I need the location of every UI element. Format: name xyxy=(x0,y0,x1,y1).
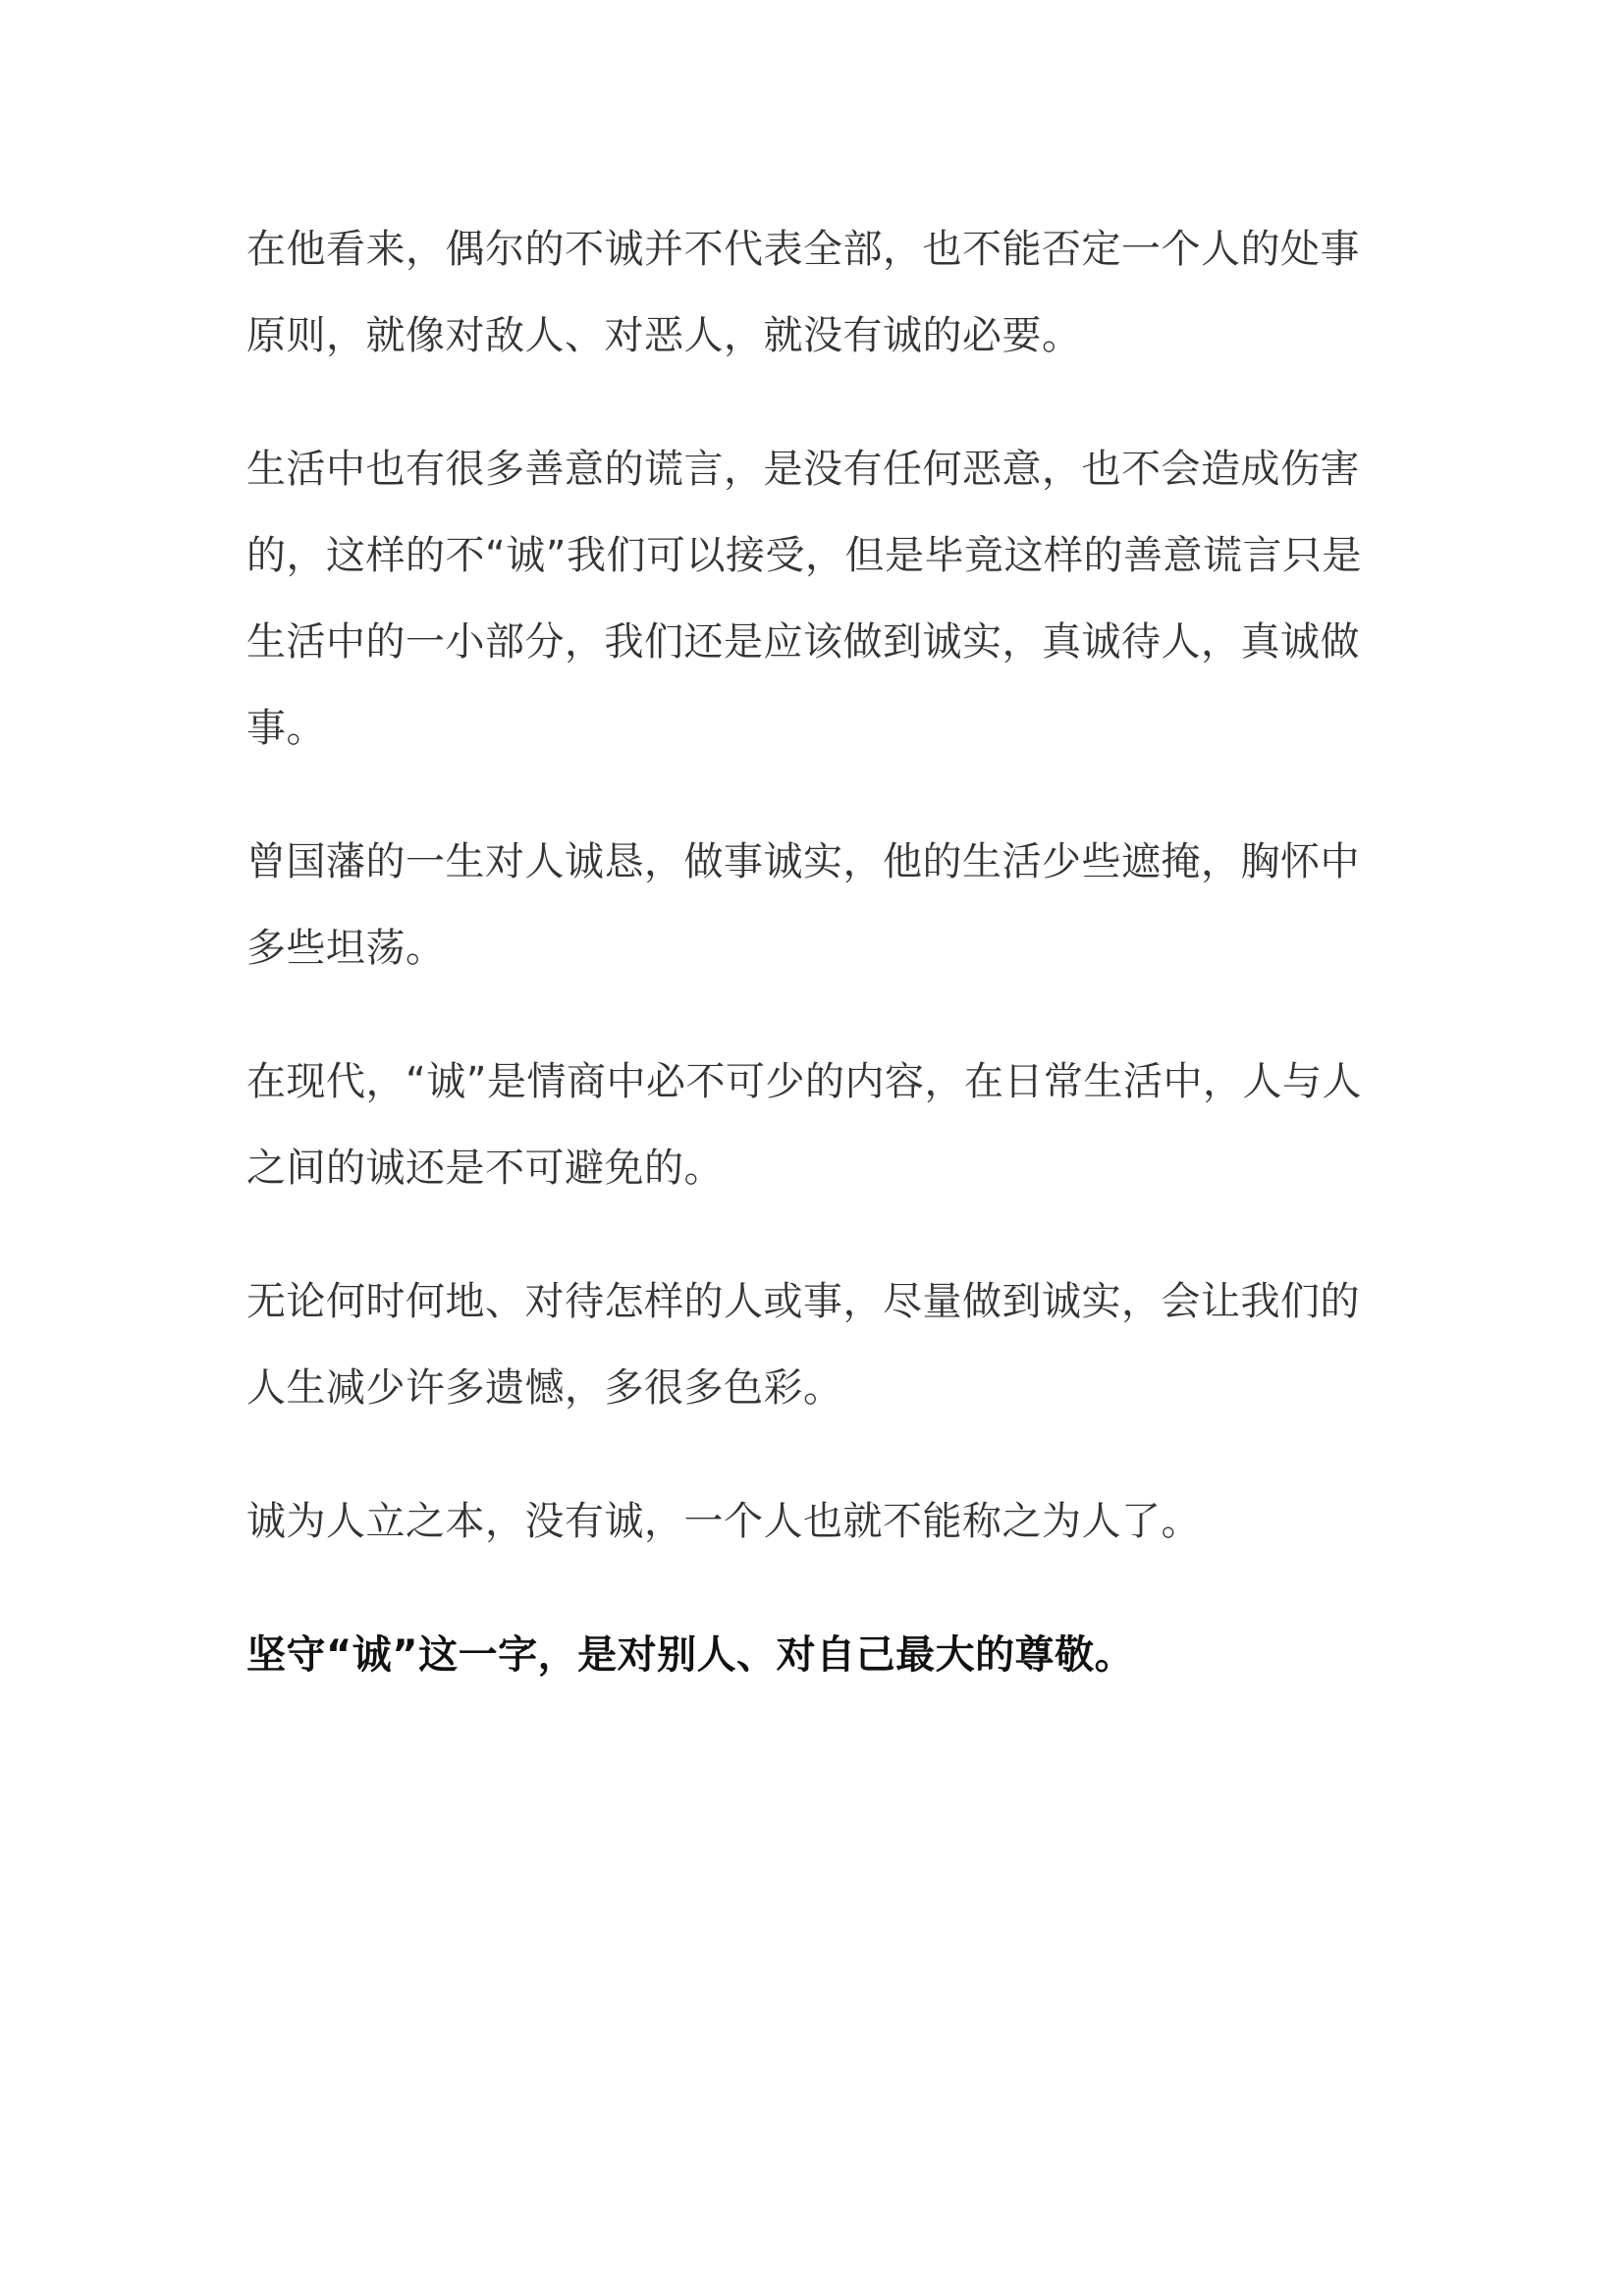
paragraph-3: 曾国藩的一生对人诚恳，做事诚实，他的生活少些遮掩，胸怀中多些坦荡。 xyxy=(246,839,1360,971)
paragraph-2: 生活中也有很多善意的谎言，是没有任何恶意，也不会造成伤害的，这样的不“诚”我们可以接受，但是毕竟这样的善意谎言只是生活中的一小部分，我们还是应该做到诚实，真诚待人，真诚做事。 xyxy=(246,447,1362,751)
paragraph-4: 在现代，“诚”是情商中必不可少的内容，在日常生活中，人与人之间的诚还是不可避免的。 xyxy=(246,1059,1362,1191)
paragraph-1: 在他看来，偶尔的不诚并不代表全部，也不能否定一个人的处事原则，就像对敌人、对恶人，就没有诚的必要。 xyxy=(246,227,1360,358)
paragraph-5: 无论何时何地、对待怎样的人或事，尽量做到诚实，会让我们的人生减少许多遗憾，多很多色彩。 xyxy=(246,1279,1360,1411)
document-page xyxy=(246,206,1385,1745)
paragraph-6: 诚为人立之本，没有诚，一个人也就不能称之为人了。 xyxy=(246,1499,1201,1544)
emphasis-paragraph: 坚守“诚”这一字，是对别人、对自己最大的尊敬。 xyxy=(246,1632,1135,1678)
